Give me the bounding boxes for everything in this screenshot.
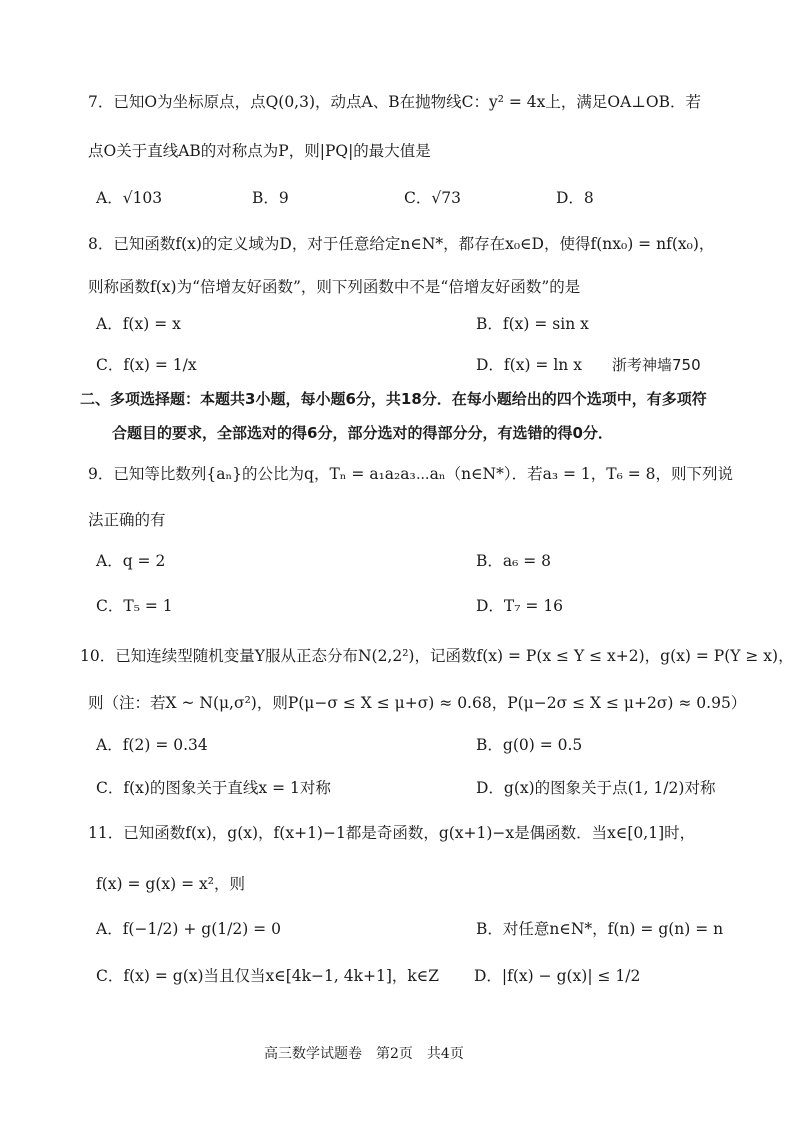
q7-option-d: D．8 <box>556 189 594 207</box>
q10-option-b: B．g(0) = 0.5 <box>476 736 583 754</box>
section-2-line2: 合题目的要求，全部选对的得6分，部分选对的得部分分，有选错的得0分． <box>112 424 613 442</box>
q8-option-c: C．f(x) = 1/x <box>96 356 197 374</box>
q10-stem-line2: 则（注：若X ~ N(μ,σ²)，则P(μ−σ ≤ X ≤ μ+σ) ≈ 0.68，P(μ−2σ ≤ X ≤ μ+2σ) ≈ 0.95） <box>88 694 747 712</box>
q11-option-b: B．对任意n∈N*，f(n) = g(n) = n <box>476 920 724 938</box>
q8-stem-line2: 则称函数f(x)为“倍增友好函数”，则下列函数中不是“倍增友好函数”的是 <box>88 278 581 296</box>
q8-option-d: D．f(x) = ln x <box>476 356 582 374</box>
q10-option-c: C．f(x)的图象关于直线x = 1对称 <box>96 779 331 797</box>
q8-stem-line1: 8．已知函数f(x)的定义域为D，对于任意给定n∈N*，都存在x₀∈D，使得f(nx₀) = nf(x₀)， <box>88 235 715 253</box>
q10-stem-line1: 10．已知连续型随机变量Y服从正态分布N(2,2²)，记函数f(x) = P(x ≤ Y ≤ x+2)，g(x) = P(Y ≥ x)， <box>80 647 794 665</box>
q9-stem-line2: 法正确的有 <box>88 511 166 529</box>
q11-option-c: C．f(x) = g(x)当且仅当x∈[4k−1, 4k+1]，k∈Z <box>96 967 440 985</box>
q11-option-d: D．|f(x) − g(x)| ≤ 1/2 <box>474 967 641 985</box>
q7-stem-line2: 点O关于直线AB的对称点为P，则|PQ|的最大值是 <box>88 142 431 160</box>
q9-option-a: A．q = 2 <box>96 552 166 570</box>
q8-option-a: A．f(x) = x <box>96 315 181 333</box>
q9-option-b: B．a₆ = 8 <box>476 552 552 570</box>
q11-stem-line1: 11．已知函数f(x)，g(x)，f(x+1)−1都是奇函数，g(x+1)−x是偶函数．当x∈[0,1]时， <box>88 824 696 842</box>
q7-option-c: C．√73 <box>404 189 461 207</box>
side-note: 浙考神墙750 <box>612 356 701 374</box>
q9-option-d: D．T₇ = 16 <box>476 597 564 615</box>
q11-option-a: A．f(−1/2) + g(1/2) = 0 <box>96 920 281 938</box>
q9-stem-line1: 9．已知等比数列{aₙ}的公比为q，Tₙ = a₁a₂a₃⋯aₙ（n∈N*）．若a₃ = 1，T₆ = 8，则下列说 <box>88 465 734 483</box>
q11-stem-line2: f(x) = g(x) = x²，则 <box>96 875 245 893</box>
page-footer: 高三数学试题卷 第2页 共4页 <box>264 1046 464 1062</box>
q10-option-d: D．g(x)的图象关于点(1, 1/2)对称 <box>476 779 716 797</box>
q10-option-a: A．f(2) = 0.34 <box>96 736 208 754</box>
section-2-line1: 二、多项选择题：本题共3小题，每小题6分，共18分．在每小题给出的四个选项中，有多项符 <box>80 390 707 408</box>
q7-option-b: B．9 <box>252 189 289 207</box>
q9-option-c: C．T₅ = 1 <box>96 597 173 615</box>
q8-option-b: B．f(x) = sin x <box>476 315 589 333</box>
q7-stem-line1: 7．已知O为坐标原点，点Q(0,3)，动点A、B在抛物线C：y² = 4x上，满足OA⊥OB．若 <box>88 93 701 111</box>
q7-option-a: A．√103 <box>96 189 163 207</box>
